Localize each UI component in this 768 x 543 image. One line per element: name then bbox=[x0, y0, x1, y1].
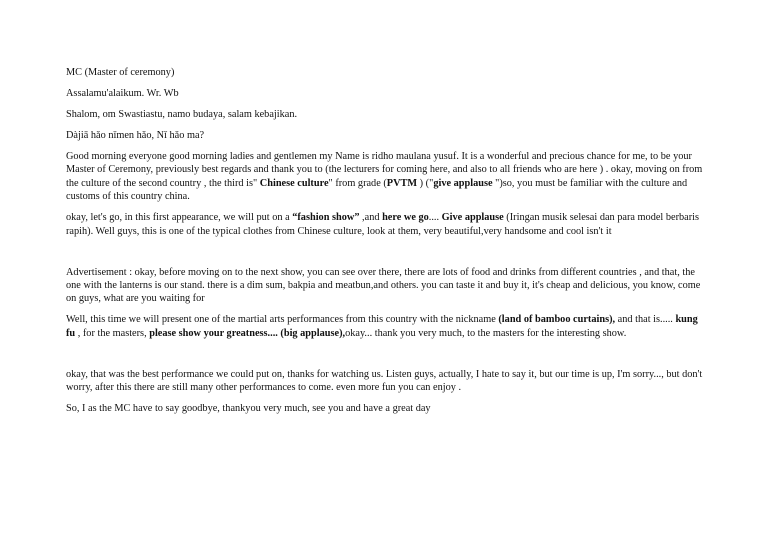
intro-text-3: ) (" bbox=[417, 177, 434, 189]
intro-bold-chinese-culture: Chinese culture bbox=[259, 177, 329, 189]
martial-text-1: Well, this time we will present one of the martial arts performances from this country with the nickname bbox=[66, 314, 499, 326]
fashion-bold-here-we-go: here we go bbox=[382, 212, 429, 224]
document-page bbox=[66, 66, 706, 423]
intro-text-2: " from grade ( bbox=[328, 177, 387, 189]
greeting-islamic: Assalamu'alaikum. Wr. Wb bbox=[66, 88, 179, 99]
fashion-bold-give-applause: Give applause bbox=[441, 212, 504, 224]
closing-paragraph: okay, that was the best performance we could put on, thanks for watching us. Listen guys, actually, I hate to say it, but our time is up, I'm sorry..., but don't worry, after this there are still many other performances to come. even more fun you can enjoy . bbox=[66, 368, 703, 394]
martial-text-3: , for the masters, bbox=[75, 327, 150, 339]
fashion-text-3: .... bbox=[428, 212, 442, 224]
goodbye-paragraph: So, I as the MC have to say goodbye, thankyou very much, see you and have a great day bbox=[66, 403, 431, 415]
greeting-chinese: Dàjiā hǎo nǐmen hǎo, Nǐ hǎo ma? bbox=[66, 130, 205, 141]
intro-text-1: Good morning everyone good morning ladies and gentlemen my Name is ridho maulana yusuf. It is a wonderful and precious chance for me, to be your Master of Ceremony, previously best regards and thank you to (the lecturers for coming here, and also to all friends who are here ) . okay, moving on from the culture of the second country , the third is" bbox=[66, 151, 703, 189]
martial-text-2: and that is..... bbox=[615, 314, 676, 326]
fashion-text-1: okay, let's go, in this first appearance, we will put on a bbox=[66, 212, 293, 224]
intro-paragraph bbox=[66, 150, 706, 204]
martial-bold-bamboo-curtains: (land of bamboo curtains), bbox=[498, 314, 616, 326]
advertisement-paragraph: Advertisement : okay, before moving on to the next show, you can see over there, there are lots of food and drinks from different countries , and that, the one with the lanterns is our stand. there is a dim sum, bakpia and meatbun,and others. you can taste it and buy it, it's cheap and delicious, you know, come on guys, what are you waiting for bbox=[66, 266, 701, 305]
intro-text-4: ")so, you must be familiar with the culture and customs of this country china. bbox=[66, 177, 688, 203]
blank-spacer bbox=[66, 348, 706, 368]
blank-spacer bbox=[66, 246, 706, 266]
martial-bold-show-greatness: please show your greatness.... (big applause), bbox=[149, 327, 346, 339]
document-heading: MC (Master of ceremony) bbox=[66, 67, 175, 78]
martial-bold-kung-fu: kung fu bbox=[66, 314, 698, 339]
greeting-multifaith: Shalom, om Swastiastu, namo budaya, salam kebajikan. bbox=[66, 109, 298, 120]
fashion-text-4: (Iringan musik selesai dan para model berbaris rapih). Well guys, this is one of the typical clothes from Chinese culture, look at them, very beautiful,very handsome and cool isn't it bbox=[66, 212, 700, 237]
martial-arts-paragraph bbox=[66, 313, 706, 340]
martial-text-4: okay... thank you very much, to the masters for the interesting show. bbox=[345, 327, 627, 339]
fashion-paragraph bbox=[66, 211, 706, 238]
fashion-text-2: ,and bbox=[359, 212, 383, 224]
intro-bold-give-applause: give applause bbox=[433, 177, 493, 189]
fashion-bold-fashion-show: “fashion show” bbox=[292, 212, 360, 224]
intro-bold-pvtm: PVTM bbox=[386, 177, 418, 189]
